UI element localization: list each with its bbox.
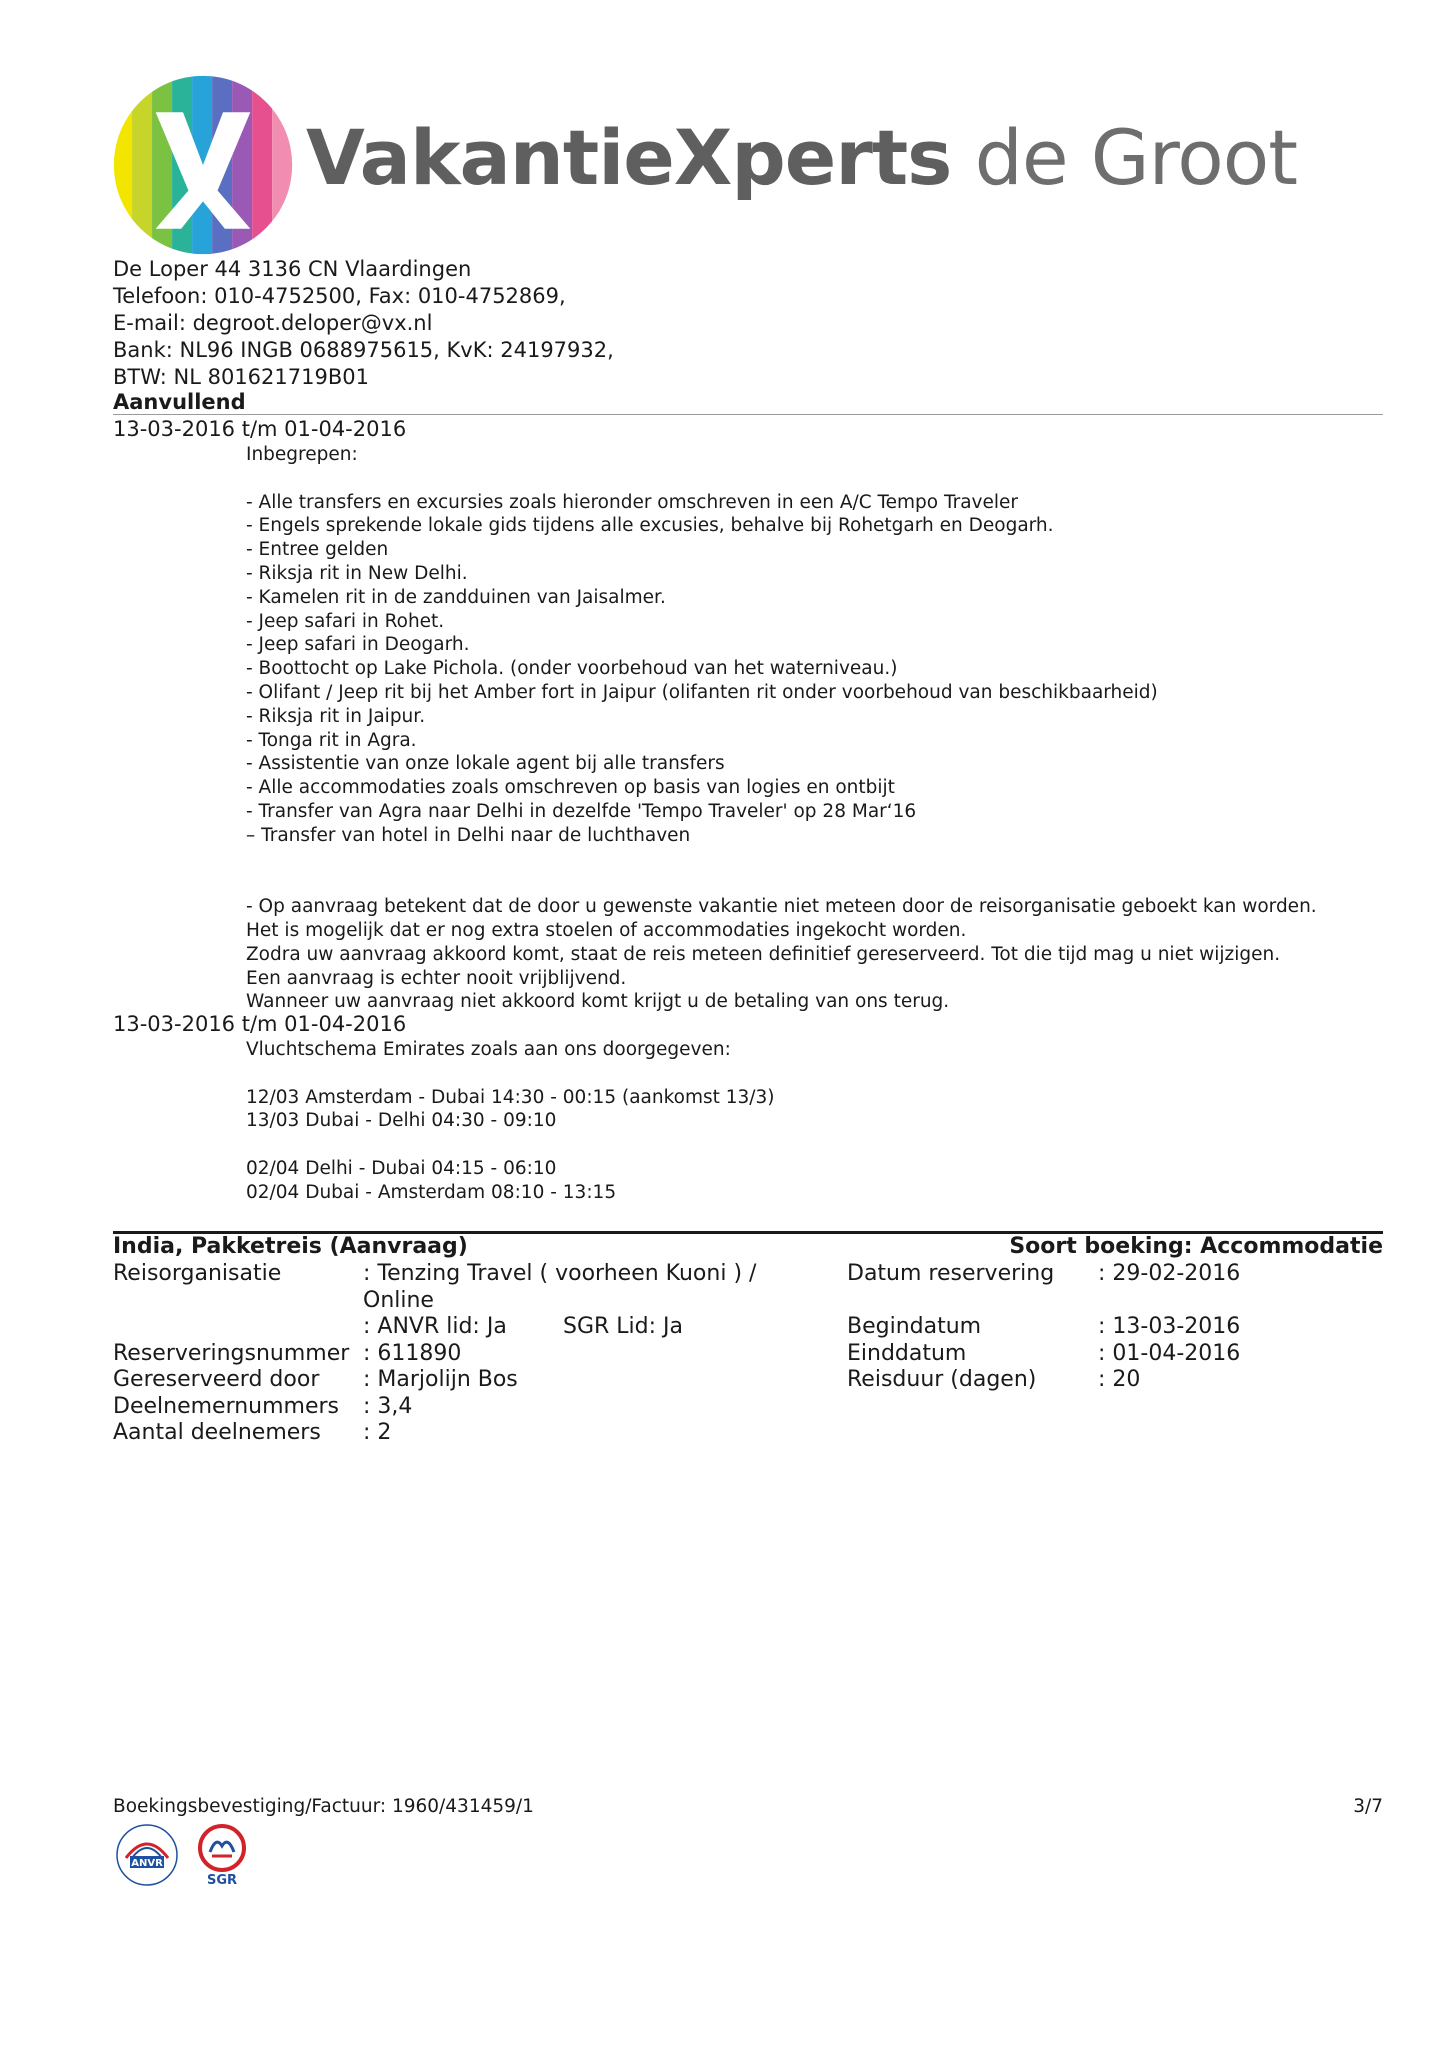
detail-row [113, 1314, 1383, 1341]
section-divider [113, 414, 1383, 415]
text-line: - Assistentie van onze lokale agent bij alle transfers [246, 753, 725, 775]
booking-title: India, Pakketreis (Aanvraag) [113, 1234, 468, 1259]
detail-label: Gereserveerd door [113, 1367, 320, 1392]
text-line [246, 1062, 775, 1086]
text-line: 02/04 Delhi - Dubai 04:15 - 06:10 [246, 1157, 557, 1179]
included-list [246, 443, 1317, 1014]
text-line: 12/03 Amsterdam - Dubai 14:30 - 00:15 (aankomst 13/3) [246, 1086, 775, 1108]
anvr-logo-icon [112, 1822, 182, 1888]
detail-label: Reisduur (dagen) [847, 1367, 1037, 1392]
page-number: 3/7 [1353, 1796, 1383, 1817]
detail-value: : 20 [1098, 1367, 1141, 1392]
text-line: Een aanvraag is echter nooit vrijblijvend. [246, 967, 627, 989]
reisorganisatie-value: Online [363, 1287, 434, 1313]
detail-value: : 2 [363, 1420, 392, 1445]
logo-brand: VakantieXperts [306, 113, 952, 202]
date-range: 13-03-2016 t/m 01-04-2016 [113, 417, 407, 441]
text-line: - Riksja rit in New Delhi. [246, 562, 468, 584]
anvr-member: : ANVR lid: Ja [363, 1314, 507, 1339]
text-line: - Alle accommodaties zoals omschreven op basis van logies en ontbijt [246, 777, 895, 799]
detail-row [113, 1394, 1383, 1421]
booking-details [113, 1261, 1383, 1447]
detail-label: Deelnemernummers [113, 1393, 340, 1419]
text-line: - Tonga rit in Agra. [246, 729, 417, 751]
text-line: - Entree gelden [246, 539, 389, 561]
text-line: - Op aanvraag betekent dat de door u gewenste vakantie niet meteen door de reisorganisatie geboekt kan worden. [246, 896, 1317, 918]
section-title-aanvullend: Aanvullend [113, 390, 246, 414]
text-line: - Kamelen rit in de zandduinen van Jaisalmer. [246, 586, 666, 608]
sgr-member: SGR Lid: Ja [563, 1314, 684, 1339]
text-line: - Boottocht op Lake Pichola. (onder voorbehoud van het waterniveau.) [246, 658, 898, 680]
detail-row [113, 1288, 1383, 1315]
logo-suffix: de Groot [974, 113, 1297, 202]
detail-label: Begindatum [847, 1314, 982, 1339]
text-line: Zodra uw aanvraag akkoord komt, staat de reis meteen definitief gereserveerd. Tot die tijd mag u niet wijzigen. [246, 943, 1281, 965]
text-line: - Engels sprekende lokale gids tijdens alle excusies, behalve bij Rohetgarh en Deogarh. [246, 515, 1054, 537]
sgr-label: SGR [206, 1873, 238, 1888]
text-line: 02/04 Dubai - Amsterdam 08:10 - 13:15 [246, 1181, 617, 1203]
text-line: Inbegrepen: [246, 444, 358, 465]
detail-label: Datum reservering [847, 1261, 1055, 1286]
reisorganisatie-label: Reisorganisatie [113, 1261, 282, 1286]
company-address [113, 256, 614, 391]
date-range: 13-03-2016 t/m 01-04-2016 [113, 1012, 407, 1036]
detail-row [113, 1367, 1383, 1394]
detail-value: : 01-04-2016 [1098, 1340, 1241, 1366]
email-line: E-mail: degroot.deloper@vx.nl [113, 311, 433, 335]
text-line: - Jeep safari in Rohet. [246, 610, 445, 632]
invoice-number: Boekingsbevestiging/Factuur: 1960/431459/1 [113, 1796, 534, 1817]
detail-row [113, 1420, 1383, 1447]
text-line [246, 848, 1317, 872]
text-line [246, 467, 1317, 491]
detail-label: Einddatum [847, 1340, 967, 1366]
sgr-logo-icon [190, 1822, 254, 1888]
detail-row [113, 1261, 1383, 1288]
text-line [246, 871, 1317, 895]
text-line: - Alle transfers en excursies zoals hieronder omschreven in een A/C Tempo Traveler [246, 491, 1018, 513]
detail-label: Aantal deelnemers [113, 1420, 321, 1445]
text-line: Wanneer uw aanvraag niet akkoord komt krijgt u de betaling van ons terug. [246, 991, 950, 1013]
company-logo-text [306, 113, 1297, 202]
vx-logo-icon [112, 74, 294, 256]
text-line: - Transfer van Agra naar Delhi in dezelfde 'Tempo Traveler' op 28 Mar‘16 [246, 800, 917, 822]
detail-row [113, 1341, 1383, 1368]
flight-schedule [246, 1038, 775, 1205]
phone-line: Telefoon: 010-4752500, Fax: 010-4752869, [113, 284, 566, 308]
text-line: - Riksja rit in Jaipur. [246, 705, 426, 727]
text-line: - Olifant / Jeep rit bij het Amber fort in Jaipur (olifanten rit onder voorbehoud van beschikbaarheid) [246, 681, 1158, 703]
detail-value: : 13-03-2016 [1098, 1314, 1241, 1339]
text-line: Het is mogelijk dat er nog extra stoelen of accommodaties ingekocht worden. [246, 919, 967, 941]
detail-label: Reserveringsnummer [113, 1340, 350, 1366]
detail-value: : Marjolijn Bos [363, 1367, 518, 1392]
vat-line: BTW: NL 801621719B01 [113, 365, 369, 389]
text-line: – Transfer van hotel in Delhi naar de luchthaven [246, 824, 691, 846]
detail-value: : 29-02-2016 [1098, 1261, 1241, 1286]
address-line: De Loper 44 3136 CN Vlaardingen [113, 257, 472, 281]
text-line: Vluchtschema Emirates zoals aan ons doorgegeven: [246, 1039, 731, 1060]
anvr-label: ANVR [131, 1858, 163, 1869]
reisorganisatie-value: : Tenzing Travel ( voorheen Kuoni ) / [363, 1261, 757, 1286]
booking-header [113, 1234, 1383, 1264]
booking-type: Soort boeking: Accommodatie [1009, 1234, 1383, 1259]
text-line: - Jeep safari in Deogarh. [246, 634, 470, 656]
detail-value: : 3,4 [363, 1393, 413, 1419]
text-line: 13/03 Dubai - Delhi 04:30 - 09:10 [246, 1110, 557, 1132]
bank-line: Bank: NL96 INGB 0688975615, KvK: 24197932, [113, 338, 614, 362]
text-line [246, 1133, 775, 1157]
detail-value: : 611890 [363, 1340, 462, 1366]
